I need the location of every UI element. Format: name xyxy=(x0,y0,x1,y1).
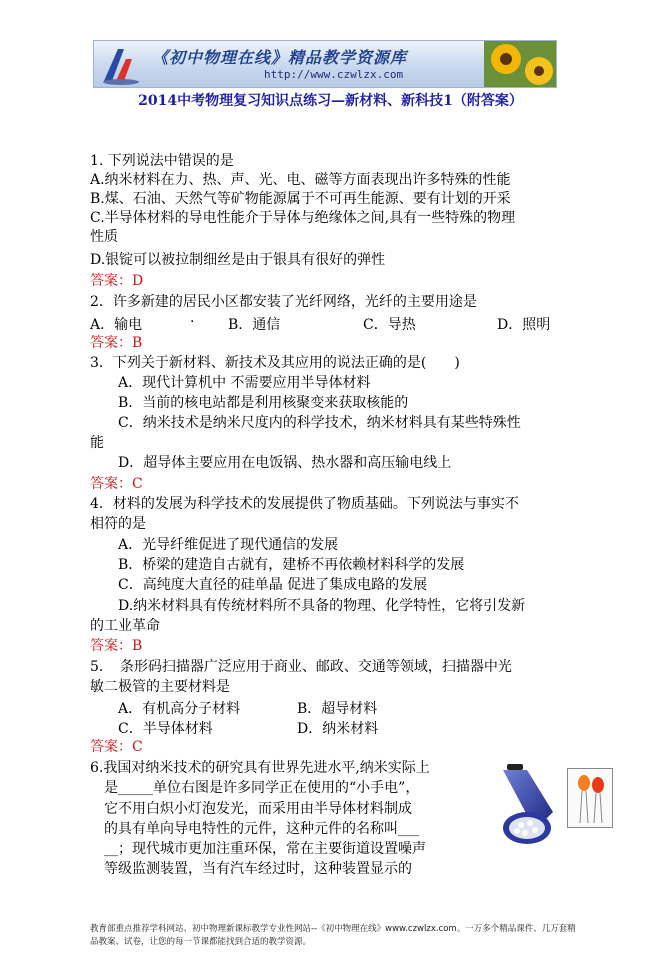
text-line: B．桥梁的建造自古就有，建桥不再依赖材料科学的发展 xyxy=(90,557,465,573)
q5-option: A．有机高分子材料 xyxy=(118,701,241,717)
led-inset-image xyxy=(567,768,613,828)
text-line: 相符的是 xyxy=(90,516,146,532)
q2-option: A．输电 xyxy=(90,317,143,333)
text-line: 2．许多新建的居民小区都安装了光纤网络，光纤的主要用途是 xyxy=(90,294,477,310)
flashlight-image xyxy=(483,762,563,848)
text-line: 4．材料的发展为科学技术的发展提供了物质基础。下列说法与事实不 xyxy=(90,496,519,512)
text-line: 3．下列关于新材料、新技术及其应用的说法正确的是( ) xyxy=(90,355,460,371)
answer-line: 答案：C xyxy=(90,476,143,492)
page-footer: 教育部重点推荐学科网站、初中物理新课标教学专业性网站--《初中物理在线》www.czwlzx.com。一万多个精品课件、几万套精品教案、试卷，让您的每一节课都能找到合适的教学资源。 xyxy=(90,924,576,947)
text-line: B．当前的核电站都是利用核聚变来获取核能的 xyxy=(90,395,409,411)
q2-option: B．通信 xyxy=(228,317,281,333)
answer-line: 答案：B xyxy=(90,335,143,351)
text-line: A．现代计算机中 不需要应用半导体材料 xyxy=(90,375,371,391)
text-line: A.纳米材料在力、热、声、光、电、磁等方面表现出许多特殊的性能 xyxy=(90,172,511,188)
q5-option: C．半导体材料 xyxy=(118,721,213,737)
text-line: D.银锭可以被拉制细丝是由于银具有很好的弹性 xyxy=(90,252,386,268)
q5-option: D．纳米材料 xyxy=(297,721,379,737)
sunflower-image xyxy=(484,41,556,88)
text-line: B.煤、石油、天然气等矿物能源属于不可再生能源、要有计划的开采 xyxy=(90,191,511,207)
text-line: 的具有单向导电特性的元件，这种元件的名称叫___ xyxy=(90,821,419,837)
text-line: A．光导纤维促进了现代通信的发展 xyxy=(90,537,339,553)
q5-option: B．超导材料 xyxy=(297,701,378,717)
answer-line: 答案：C xyxy=(90,739,143,755)
led-icon xyxy=(568,769,612,827)
text-line: 等级监测装置，当有汽车经过时，这种装置显示的 xyxy=(90,861,412,877)
text-line: 6.我国对纳米技术的研究具有世界先进水平,纳米实际上 xyxy=(90,760,430,776)
banner-title: 《初中物理在线》精品教学资源库 xyxy=(152,48,408,67)
text-line: C．纳米技术是纳米尺度内的科学技术，纳米材料具有某些特殊性 xyxy=(90,415,521,431)
text-line: 的工业革命 xyxy=(90,618,160,634)
document-title: 2014中考物理复习知识点练习—新材料、新科技1（附答案） xyxy=(138,93,523,109)
banner-url[interactable]: http://www.czwlzx.com xyxy=(264,68,404,81)
q2-option: D．照明 xyxy=(497,317,551,333)
text-line: D.纳米材料具有传统材料所不具备的物理、化学特性，它将引发新 xyxy=(90,598,526,614)
text-line: C.半导体材料的导电性能介于导体与绝缘体之间,具有一些特殊的物理 xyxy=(90,210,516,226)
header-banner xyxy=(93,40,557,88)
answer-line: 答案：B xyxy=(90,638,143,654)
text-line: __；现代城市更加注重环保，常在主要街道设置噪声 xyxy=(90,841,426,857)
text-line: 它不用白炽小灯泡发光，而采用由半导体材料制成 xyxy=(90,801,412,817)
text-line: 能 xyxy=(90,435,104,451)
q2-option: · xyxy=(190,314,195,330)
text-line: D．超导体主要应用在电饭锅、热水器和高压输电线上 xyxy=(90,455,452,471)
text-line: 1. 下列说法中错误的是 xyxy=(90,153,234,169)
text-line: 是_____单位右图是许多同学正在使用的“小手电”， xyxy=(90,780,420,796)
text-line: 性质 xyxy=(90,229,118,245)
text-line: 敏二极管的主要材料是 xyxy=(90,679,230,695)
text-line: 5． 条形码扫描器广泛应用于商业、邮政、交通等领域，扫描器中光 xyxy=(90,659,512,675)
answer-line: 答案：D xyxy=(90,273,144,289)
q2-option: C．导热 xyxy=(363,317,416,333)
site-logo-icon xyxy=(100,45,142,85)
text-line: C．高纯度大直径的硅单晶 促进了集成电路的发展 xyxy=(90,577,428,593)
